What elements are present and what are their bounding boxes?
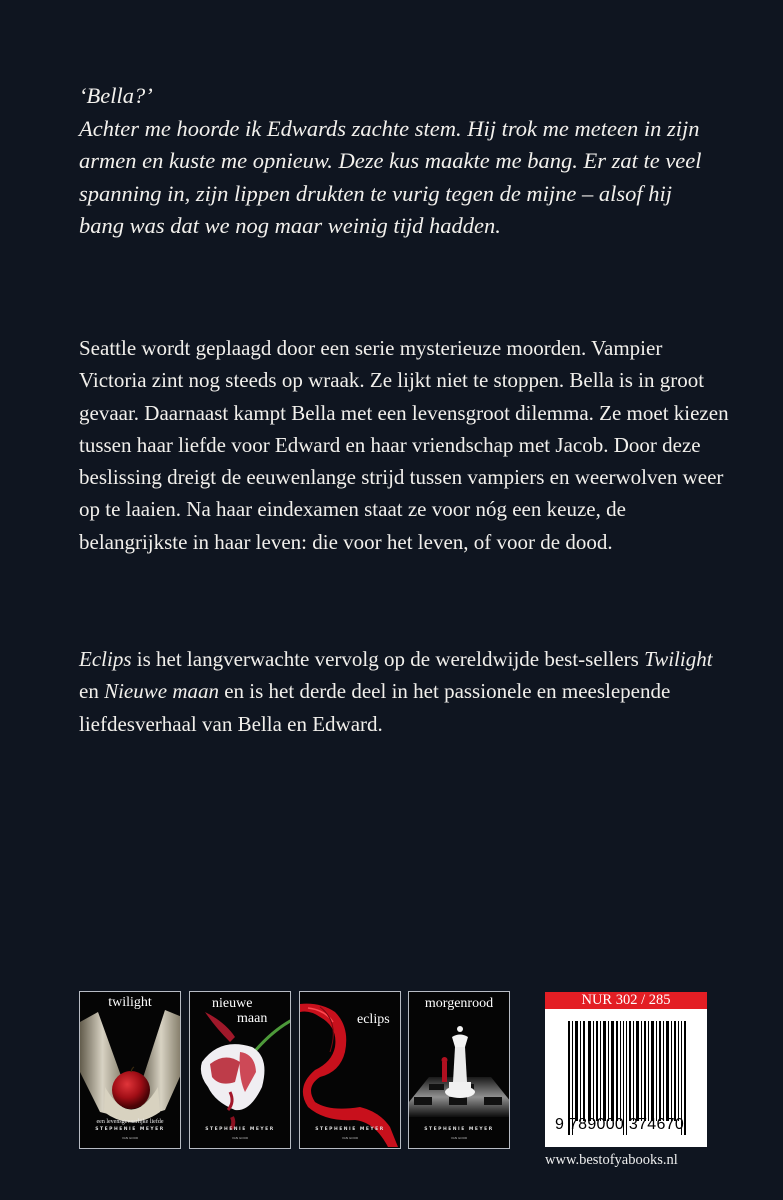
cover-title-line1: nieuwe bbox=[212, 996, 253, 1011]
cover-eclips bbox=[299, 991, 401, 1149]
cover-author: STEPHENIE MEYER bbox=[424, 1127, 494, 1132]
series-text-1: is het langverwachte vervolg op de wereldwijde best-sellers bbox=[131, 647, 645, 671]
cover-publisher: VAN GOOR bbox=[121, 1136, 139, 1140]
cover-twilight bbox=[79, 991, 181, 1149]
series-text-2: en bbox=[79, 679, 105, 704]
series-paragraph bbox=[79, 643, 729, 740]
cover-author: STEPHENIE MEYER bbox=[95, 1127, 165, 1132]
cover-nieuwe-maan bbox=[189, 991, 291, 1149]
cover-publisher: VAN GOOR bbox=[231, 1136, 249, 1140]
cover-author: STEPHENIE MEYER bbox=[315, 1127, 385, 1132]
blurb-text: Seattle wordt geplaagd door een serie mysterieuze moorden. Vampier Victoria zint nog steeds op wraak. Ze lijkt niet te stoppen. Bella is in groot gevaar. Daarnaast kampt Bella met een levensgroot dilemma. Ze moet kiezen tussen haar liefde voor Edward en haar vriendschap met Jacob. Door deze beslissing dreigt de eeuwenlange strijd tussen vampiers en weerwolven weer op te laaien. Na haar eindexamen staat ze voor nóg een keuze, de belangrijkste in haar leven: die voor het leven, of voor de dood. bbox=[79, 336, 729, 554]
apple-in-hands-icon bbox=[80, 992, 181, 1149]
cover-title-line2: maan bbox=[237, 1011, 268, 1026]
cover-publisher: VAN GOOR bbox=[341, 1136, 359, 1140]
quote-opening: ‘Bella?’ bbox=[79, 83, 153, 108]
back-cover-quote bbox=[79, 80, 719, 243]
isbn-barcode bbox=[545, 992, 707, 1147]
series-description bbox=[79, 643, 729, 740]
series-text-3: en is het derde deel in het passionele en meeslepende liefdesverhaal van Bella en Edward. bbox=[79, 679, 671, 736]
title-eclips: Eclips bbox=[79, 647, 132, 671]
cover-title: twilight bbox=[108, 995, 152, 1010]
cover-morgenrood bbox=[408, 991, 510, 1149]
cover-title: morgenrood bbox=[424, 996, 494, 1011]
cover-publisher: VAN GOOR bbox=[450, 1136, 468, 1140]
quote-body: Achter me hoorde ik Edwards zachte stem. Hij trok me meteen in zijn armen en kuste me opnieuw. Deze kus maakte me bang. Er zat te veel spanning in, zijn lippen drukten te vurig tegen de mijne – alsof hij bang was dat we nog maar weinig tijd hadden. bbox=[79, 115, 702, 238]
isbn-digits: 9 789000 374670 bbox=[555, 1116, 685, 1133]
nur-code: NUR 302 / 285 bbox=[545, 992, 707, 1009]
title-twilight: Twilight bbox=[644, 647, 713, 671]
cover-author: STEPHENIE MEYER bbox=[205, 1127, 275, 1132]
chess-queen-icon bbox=[409, 992, 510, 1149]
cover-title: eclips bbox=[357, 1012, 390, 1027]
publisher-website: www.bestofyabooks.nl bbox=[545, 1152, 678, 1168]
cover-tagline: een levensgevaarlijke liefde bbox=[96, 1119, 164, 1125]
book-blurb bbox=[79, 332, 729, 558]
title-nieuwe-maan: Nieuwe maan bbox=[104, 679, 219, 704]
